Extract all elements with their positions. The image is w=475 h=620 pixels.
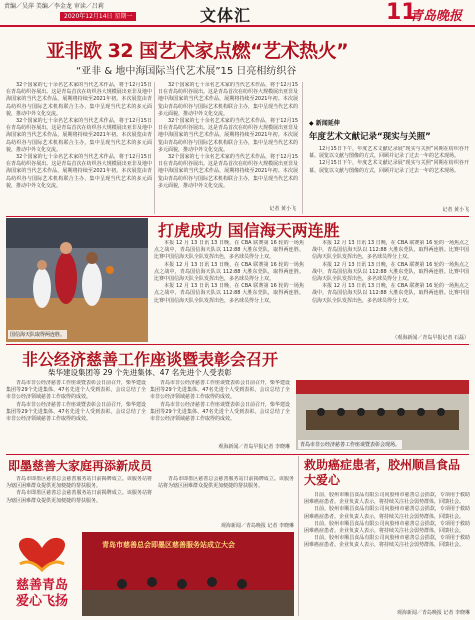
news-extension-label: ◆ 新闻延伸: [309, 120, 340, 127]
cancer-body: 日前，胶州市顺昌食品有限公司向胶州市慈善总会捐款，专项用于救助困难癌症患者。企业负责人表示，将持续关注社会弱势群体，回馈社会。 日前，胶州市顺昌食品有限公司向胶州市慈善总会捐款，专项用于救助困难癌症患者。企业负责人表示，将持续关注社会弱势群体，回馈社会。 日前，胶州市顺昌食品有限公司向胶州市慈善总会捐款，专项用于救助困难癌症患者。企业负责人表示，将持续关注社会弱势群体，回馈社会。 日前，胶州市顺昌食品有限公司向胶州市慈善总会捐款，专项用于救助困难癌症患者。企业负责人表示，将持续关注社会弱势群体，回馈社会。: [304, 492, 470, 549]
jimo-body-col1: 青岛市即墨区慈善总会慈善服务站日前揭牌成立。该服务站将为辖区困难群众提供更加便捷的帮扶服务。 青岛市即墨区慈善总会慈善服务站日前揭牌成立。该服务站将为辖区困难群众提供更加便捷的帮扶服务。: [6, 476, 152, 504]
section-rule: [6, 454, 469, 455]
heart-hands-icon: [6, 534, 78, 574]
sports-byline: （观海新闻／青岛早报记者 石磊）: [392, 335, 469, 341]
news-extension-title: 年度艺术文献记录“现实与关照”: [309, 132, 431, 142]
charity-headline: 非公经济慈善工作座谈暨表彰会召开: [22, 350, 279, 369]
lead-byline: 记者 黄小飞: [269, 206, 296, 212]
news-extension-body: 12月15日下午，年度艺术文献记录展“现实与关照”同期在纺织谷开幕。展览以文献与图像的方式，回顾并记录了过去一年的艺术现场。 12月15日下午，年度艺术文献记录展“现实与关照”同期在纺织谷开幕。展览以文献与图像的方式，回顾并记录了过去一年的艺术现场。: [309, 146, 469, 174]
editor-credits: 责编／吴萍 美编／李金龙 审读／吕莉: [4, 3, 104, 10]
basketball-photo-caption: 国信海天队取得两连胜。: [10, 332, 66, 338]
column-divider: [302, 82, 303, 214]
section-rule: [6, 216, 469, 217]
sports-headline: 打虎成功 国信海天两连胜: [158, 221, 340, 240]
newspaper-brand: 青岛晚报: [410, 9, 463, 24]
section-rule: [6, 344, 469, 345]
news-extension: [309, 118, 469, 213]
sports-body-col2: 本报 12 月 13 日讯 13 日晚，在 CBA 联赛第 16 轮的一场焦点之战中，青岛国信海天队以 112:88 大胜东莞队，取得两连胜。比赛中国信海天队全队发挥出色，多名球员得分上双。 本报 12 月 13 日讯 13 日晚，在 CBA 联赛第 16 轮的一场焦点之战中，青岛国信海天队以 112:88 大胜东莞队，取得两连胜。比赛中国信海天队全队发挥出色，多名球员得分上双。 本报 12 月 13 日讯 13 日晚，在 CBA 联赛第 16 轮的一场焦点之战中，青岛国信海天队以 112:88 大胜东莞队，取得两连胜。比赛中国信海天队全队发挥出色，多名球员得分上双。: [312, 240, 469, 304]
jimo-headline: 即墨慈善大家庭再添新成员: [8, 459, 153, 473]
charity-subheadline: 柴华建设集团等 29 个先进集体、47 名先进个人受表彰: [48, 368, 232, 377]
news-extension-byline: 记者 黄小飞: [442, 207, 469, 213]
issue-date: 2020年12月14日 星期一: [60, 12, 136, 21]
ceremony-banner-text: 青岛市慈善总会即墨区慈善服务站成立大会: [102, 541, 235, 549]
logo-line2: 爱心飞扬: [15, 594, 68, 609]
cancer-byline: 观海新闻／青岛晚报 记者 李晓琳: [396, 610, 470, 616]
sports-body-col1: 本报 12 月 13 日讯 13 日晚，在 CBA 联赛第 16 轮的一场焦点之战中，青岛国信海天队以 112:88 大胜东莞队，取得两连胜。比赛中国信海天队全队发挥出色，多名球员得分上双。 本报 12 月 13 日讯 13 日晚，在 CBA 联赛第 16 轮的一场焦点之战中，青岛国信海天队以 112:88 大胜东莞队，取得两连胜。比赛中国信海天队全队发挥出色，多名球员得分上双。 本报 12 月 13 日讯 13 日晚，在 CBA 联赛第 16 轮的一场焦点之战中，青岛国信海天队以 112:88 大胜东莞队，取得两连胜。比赛中国信海天队全队发挥出色，多名球员得分上双。: [154, 240, 304, 304]
charity-body-col1: 青岛市非公经济慈善工作座谈暨表彰会日前召开，柴华建设集团等29个先进集体、47名先进个人受到表彰。会议总结了全市非公经济领域慈善工作取得的成效。 青岛市非公经济慈善工作座谈暨表彰会日前召开，柴华建设集团等29个先进集体、47名先进个人受到表彰。会议总结了全市非公经济领域慈善工作取得的成效。: [6, 380, 146, 423]
logo-line1: 慈善青岛: [15, 578, 68, 593]
lead-body-col1: 32个国家的七十余名艺术家的当代艺术作品，将于12月15日在青岛纺织谷展出。这是青岛首次在纺织谷大规模展出亚非及地中海国家的当代艺术作品，展期将持续至2021年初。本次展览由青岛纺织谷与国际艺术机构联合主办，集中呈现当代艺术的多元面貌，推动中外文化交流。 32个国家的七十余名艺术家的当代艺术作品，将于12月15日在青岛纺织谷展出。这是青岛首次在纺织谷大规模展出亚非及地中海国家的当代艺术作品，展期将持续至2021年初。本次展览由青岛纺织谷与国际艺术机构联合主办，集中呈现当代艺术的多元面貌，推动中外文化交流。 32个国家的七十余名艺术家的当代艺术作品，将于12月15日在青岛纺织谷展出。这是青岛首次在纺织谷大规模展出亚非及地中海国家的当代艺术作品，展期将持续至2021年初。本次展览由青岛纺织谷与国际艺术机构联合主办，集中呈现当代艺术的多元面貌，推动中外文化交流。: [6, 82, 152, 189]
section-title: 文体汇: [200, 6, 252, 25]
lead-headline: 亚非欧 32 国艺术家点燃“艺术热火”: [46, 40, 349, 62]
lead-subheadline: “亚非 & 地中海国际当代艺术展”15 日亮相纺织谷: [76, 66, 297, 77]
column-divider: [298, 456, 299, 616]
basketball-scene-image: [6, 218, 148, 342]
jimo-ceremony-photo: [82, 532, 294, 616]
page-number: 11: [386, 0, 417, 25]
jimo-body-col2: 青岛市即墨区慈善总会慈善服务站日前揭牌成立。该服务站将为辖区困难群众提供更加便捷的帮扶服务。: [158, 476, 294, 490]
column-divider: [154, 82, 155, 214]
charity-logo: [6, 534, 78, 616]
charity-byline: 观海新闻／青岛早报记者 李晓琳: [218, 444, 290, 450]
cancer-headline: 救助癌症患者，胶州顺昌食品大爱心: [304, 458, 461, 487]
basketball-photo: [6, 218, 148, 342]
lead-body-col2: 32个国家的七十余名艺术家的当代艺术作品，将于12月15日在青岛纺织谷展出。这是青岛首次在纺织谷大规模展出亚非及地中海国家的当代艺术作品，展期将持续至2021年初。本次展览由青岛纺织谷与国际艺术机构联合主办，集中呈现当代艺术的多元面貌，推动中外文化交流。 32个国家的七十余名艺术家的当代艺术作品，将于12月15日在青岛纺织谷展出。这是青岛首次在纺织谷大规模展出亚非及地中海国家的当代艺术作品，展期将持续至2021年初。本次展览由青岛纺织谷与国际艺术机构联合主办，集中呈现当代艺术的多元面貌，推动中外文化交流。 32个国家的七十余名艺术家的当代艺术作品，将于12月15日在青岛纺织谷展出。这是青岛首次在纺织谷大规模展出亚非及地中海国家的当代艺术作品，展期将持续至2021年初。本次展览由青岛纺织谷与国际艺术机构联合主办，集中呈现当代艺术的多元面貌，推动中外文化交流。: [158, 82, 298, 189]
charity-photo-caption: 青岛市非公经济慈善工作座谈暨表彰会现场。: [300, 442, 401, 448]
charity-body-col2: 青岛市非公经济慈善工作座谈暨表彰会日前召开，柴华建设集团等29个先进集体、47名先进个人受到表彰。会议总结了全市非公经济领域慈善工作取得的成效。 青岛市非公经济慈善工作座谈暨表彰会日前召开，柴华建设集团等29个先进集体、47名先进个人受到表彰。会议总结了全市非公经济领域慈善工作取得的成效。: [150, 380, 290, 423]
charity-meeting-photo: [296, 380, 469, 450]
header-rule: [0, 25, 475, 27]
jimo-byline: 观海新闻／青岛晚报 记者 李晓琳: [220, 523, 294, 529]
